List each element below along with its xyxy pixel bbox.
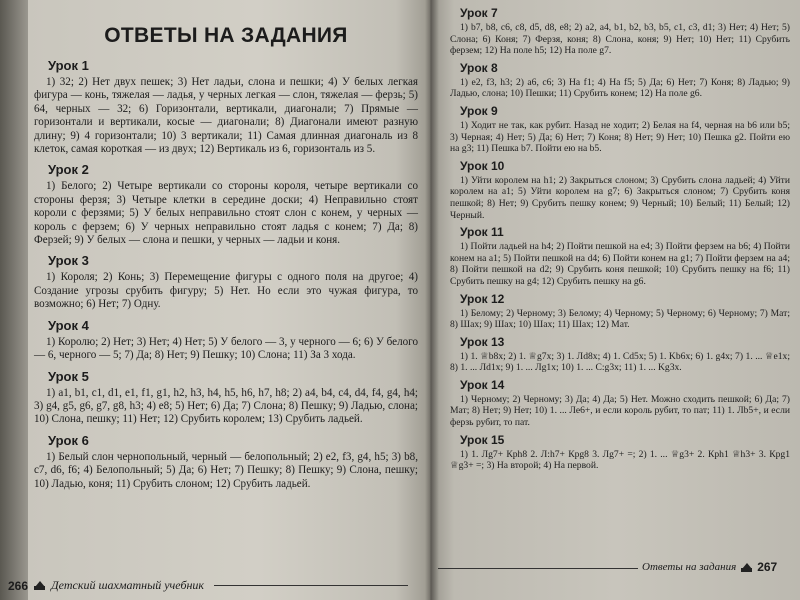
lesson-answers: 1) 1. ♕b8x; 2) 1. ♕g7x; 3) 1. Лd8x; 4) 1. Cd5x; 5) 1. Kb6x; 6) 1. g4x; 7) 1. ... ♕e1x; 8) 1. ... Лd1x; 9) 1. ... Лg1x; 10) 1. ... C:g3x; 11) 1. ... Kg3x. bbox=[450, 350, 790, 374]
lesson-10 bbox=[450, 159, 790, 221]
page-number: 267 bbox=[757, 560, 778, 574]
lesson-6 bbox=[34, 433, 418, 491]
footer-rule bbox=[438, 568, 638, 569]
lesson-answers: 1) 1. Лg7+ Крh8 2. Л:h7+ Крg8 3. Лg7+ =; 2) 1. ... ♕g3+ 2. Крh1 ♕h3+ 3. Крg1 ♕g3+ =; 3) На второй; 4) На первой. bbox=[450, 448, 790, 472]
lesson-8 bbox=[450, 61, 790, 100]
lesson-heading: Урок 3 bbox=[48, 253, 89, 269]
chess-crown-icon bbox=[34, 581, 45, 590]
lesson-answers: 1) b7, b8, c6, c8, d5, d8, e8; 2) a2, a4, b1, b2, b3, b5, c1, c3, d1; 3) Нет; 4) Нет; 5) Слона; 6) Коня; 7) Ферзя, коня; 8) Слона, коня; 9) Нет; 10) Нет; 11) Срубить ферзем; 12) На поле h5; 12) На поле g7. bbox=[450, 22, 790, 57]
lesson-heading: Урок 2 bbox=[48, 162, 89, 178]
lesson-2 bbox=[34, 162, 418, 247]
book-gutter bbox=[425, 0, 439, 600]
lesson-answers: 1) Уйти королем на h1; 2) Закрыться слоном; 3) Срубить слона ладьей; 4) Уйти королем на a1; 5) Уйти королем на g7; 6) Закрыться слоном; 7) Срубить коня пешкой; 8) Нет; 9) Срубить пешку конем; 9) Черный; 10) Белый; 11) Белый; 12) Черный. bbox=[450, 174, 790, 221]
lesson-5 bbox=[34, 369, 418, 427]
lesson-heading: Урок 11 bbox=[460, 225, 504, 240]
lesson-answers: 1) e2, f3, h3; 2) a6, c6; 3) На f1; 4) На f5; 5) Да; 6) Нет; 7) Коня; 8) Ладью; 9) Ладью, слона; 10) Пешки; 11) Срубить конем; 12) На поле g6. bbox=[450, 76, 790, 100]
right-page bbox=[432, 0, 800, 600]
lesson-heading: Урок 14 bbox=[460, 377, 505, 392]
lesson-15 bbox=[450, 433, 790, 472]
lesson-heading: Урок 10 bbox=[460, 158, 505, 173]
lesson-answers: 1) Белого; 2) Четыре вертикали со стороны короля, четыре вертикали со стороны ферзя; 3) Четыре клетки в середине доски; 4) Неправильно стоят короли с ферзями; 5) У белых неправильно стоят слон с конем, у черных — король с ферзем; 6) У черных неправильно стоят ладья с конем; 7) Да; 8) Ферзей; 9) У белых — слона и пешки, у черных — ладьи и коня. bbox=[34, 180, 418, 247]
lesson-answers: 1) 32; 2) Нет двух пешек; 3) Нет ладьи, слона и пешки; 4) У белых легкая фигура — конь, тяжелая — ладья, у черных легкая — слон, тяжелая — ферзь; 5) 64, черных — 32; 6) Горизонтали, вертикали, диагонали; 7) Прямые — горизонтали и вертикали, косые — диагонали; 8) Диагонали имеют разную длину; 9) 4 горизонтали; 10) 3 вертикали; 11) Самая длинная диагональ из 8 клеток, самая короткая — из двух; 12) Вертикаль из 6, горизонталь из 5. bbox=[34, 76, 418, 156]
lesson-heading: Урок 7 bbox=[460, 6, 498, 20]
lesson-answers: 1) a1, b1, c1, d1, e1, f1, g1, h2, h3, h4, h5, h6, h7, h8; 2) a4, b4, c4, d4, f4, g4, h4; 3) g4, g5, g6, g7, g8, h3; 4) e8; 5) Нет; 6) Да; 7) Слона; 8) Пешку; 9) Ладью, слона; 10) Слона, пешку; 11) Нет; 12) Срубить королем; 13) Срубить ладьей. bbox=[34, 386, 418, 426]
page-edge bbox=[0, 0, 28, 600]
lesson-14 bbox=[450, 378, 790, 429]
right-column bbox=[450, 2, 790, 472]
lesson-9 bbox=[450, 104, 790, 155]
left-footer bbox=[8, 578, 408, 593]
lesson-answers: 1) Черному; 2) Черному; 3) Да; 4) Да; 5) Нет. Можно сходить пешкой; 6) Да; 7) Мат; 8) Нет; 9) Нет; 10) 1. ... Лe6+, и если король рубит, то пат; 11) 1. Лb5+, и если ферзь рубит, то пат. bbox=[450, 393, 790, 429]
lesson-heading: Урок 4 bbox=[48, 317, 89, 333]
lesson-7 bbox=[450, 6, 790, 57]
lesson-answers: 1) Королю; 2) Нет; 3) Нет; 4) Нет; 5) У белого — 3, у черного — 6; 6) У белого — 6, черного — 5; 7) Да; 8) Нет; 9) Пешку; 10) Слона; 11) За 3 хода. bbox=[34, 335, 418, 362]
lesson-3 bbox=[34, 253, 418, 311]
lesson-answers: 1) Ходит не так, как рубит. Назад не ходит; 2) Белая на f4, черная на b6 или b5; 3) Черная; 4) Нет; 5) Да; 6) Нет; 7) Коня; 8) Нет; 9) Нет; 10) Пешка g2. Пойти ею на g3; 11) Пешка b7. Пойти ею на b5. bbox=[450, 119, 790, 155]
lesson-heading: Урок 15 bbox=[460, 432, 505, 447]
footer-rule bbox=[214, 585, 408, 586]
lesson-1 bbox=[34, 58, 418, 156]
book-title: Детский шахматный учебник bbox=[51, 578, 205, 592]
lesson-11 bbox=[450, 225, 790, 287]
lesson-heading: Урок 5 bbox=[48, 368, 89, 384]
lesson-13 bbox=[450, 335, 790, 374]
lesson-answers: 1) Короля; 2) Конь; 3) Перемещение фигуры с одного поля на другое; 4) Создание угрозы срубить фигуру; 5) Нет. Но если это чужая фигура, то возможно; 6) Нет; 7) Одну. bbox=[34, 271, 418, 311]
lesson-heading: Урок 12 bbox=[460, 291, 505, 306]
lesson-heading: Урок 13 bbox=[460, 334, 505, 349]
lesson-heading: Урок 8 bbox=[460, 60, 498, 75]
lesson-answers: 1) Пойти ладьей на h4; 2) Пойти пешкой на e4; 3) Пойти ферзем на b6; 4) Пойти конем на a1; 5) Пойти пешкой на d4; 6) Пойти конем на g1; 7) Пойти ферзем на a4; 8) Пойти пешкой на d2; 9) Срубить коня пешкой; 10) Срубить пешку на f6; 11) Срубить пешку на g4; 12) Срубить пешку на g6. bbox=[450, 241, 790, 287]
section-title: Ответы на задания bbox=[642, 561, 737, 573]
lesson-heading: Урок 9 bbox=[460, 103, 498, 118]
chess-crown-icon bbox=[741, 563, 752, 572]
lesson-4 bbox=[34, 318, 418, 363]
lesson-answers: 1) Белый слон чернопольный, черный — белопольный; 2) e2, f3, g4, h5; 3) b8, c7, d6, f6; 4) Белопольный; 5) Да; 6) Нет; 7) Пешку; 8) Пешку; 9) Слона, пешку; 10) Ладью, коня; 11) Срубить слоном; 12) Срубить ладьей. bbox=[34, 450, 418, 490]
lesson-answers: 1) Белому; 2) Черному; 3) Белому; 4) Черному; 5) Черному; 6) Черному; 7) Мат; 8) Шах; 9) Шах; 10) Шах; 11) Шах; 12) Мат. bbox=[450, 307, 790, 331]
lesson-12 bbox=[450, 292, 790, 331]
right-footer bbox=[642, 560, 777, 574]
left-column bbox=[34, 10, 418, 491]
page-title: ОТВЕТЫ НА ЗАДАНИЯ bbox=[104, 24, 348, 47]
lesson-heading: Урок 6 bbox=[48, 432, 89, 448]
lesson-heading: Урок 1 bbox=[48, 58, 89, 73]
page-number: 266 bbox=[8, 578, 29, 593]
